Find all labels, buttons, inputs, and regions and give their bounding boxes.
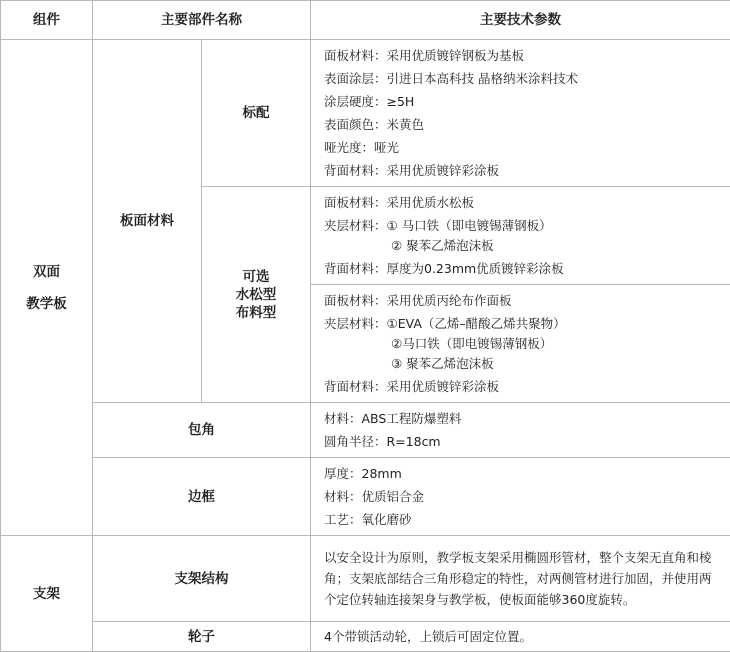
component-stand: 支架 [1, 536, 93, 652]
cork-specs [311, 187, 730, 285]
fabric-spec-line: 夹层材料：①EVA（乙烯–醋酸乙烯共聚物） [324, 312, 720, 335]
optional-label-line3: 布料型 [202, 304, 310, 322]
wheel-specs [311, 622, 730, 652]
fabric-spec-line: ③ 聚苯乙烯泡沫板 [324, 352, 720, 375]
optional-label-line2: 水松型 [202, 286, 310, 304]
component-double-board [1, 40, 93, 536]
corner-spec-line: 材料：ABS工程防爆塑料 [324, 407, 720, 430]
standard-specs [311, 40, 730, 187]
fabric-specs [311, 285, 730, 403]
stand-structure-label: 支架结构 [93, 536, 311, 622]
header-row [1, 1, 730, 40]
frame-spec-line: 工艺：氧化磨砂 [324, 508, 720, 531]
wheel-label: 轮子 [93, 622, 311, 652]
stand-structure-text: 以安全设计为原则，教学板支架采用椭圆形管材，整个支架无直角和棱角；支架底部结合三角形稳定的特性，对两侧管材进行加固，并使用两个定位转轴连接架身与教学板，使板面能够360度旋转。 [324, 547, 720, 610]
corner-spec-line: 圆角半径：R=18cm [324, 430, 720, 453]
frame-spec-line: 材料：优质铝合金 [324, 485, 720, 508]
cork-spec-line: 背面材料：厚度为0.23mm优质镀锌彩涂板 [324, 257, 720, 280]
standard-spec-line: 哑光度：哑光 [324, 136, 720, 159]
header-component: 组件 [1, 1, 93, 40]
standard-spec-line: 面板材料：采用优质镀锌钢板为基板 [324, 44, 720, 67]
optional-label-line1: 可选 [202, 268, 310, 286]
frame-spec-line: 厚度：28mm [324, 462, 720, 485]
row-corner [1, 403, 730, 458]
fabric-spec-line: ②马口铁（即电镀锡薄钢板） [324, 332, 720, 355]
cork-spec-line: 夹层材料：① 马口铁（即电镀锡薄钢板） [324, 214, 720, 237]
header-part-name: 主要部件名称 [93, 1, 311, 40]
frame-label: 边框 [93, 458, 311, 536]
corner-label: 包角 [93, 403, 311, 458]
component-double-board-line2: 教学板 [1, 292, 92, 316]
standard-spec-line: 表面颜色：米黄色 [324, 113, 720, 136]
optional-label [202, 187, 311, 403]
row-wheel [1, 622, 730, 652]
frame-specs [311, 458, 730, 536]
component-double-board-line1: 双面 [1, 260, 92, 284]
corner-specs [311, 403, 730, 458]
cork-spec-line: 面板材料：采用优质水松板 [324, 191, 720, 214]
wheel-text: 4个带锁活动轮，上锁后可固定位置。 [324, 625, 720, 648]
fabric-spec-line: 面板材料：采用优质丙纶布作面板 [324, 289, 720, 312]
cork-spec-line: ② 聚苯乙烯泡沫板 [324, 234, 720, 257]
standard-spec-line: 表面涂层：引进日本高科技 晶格纳米涂料技术 [324, 67, 720, 90]
standard-spec-line: 涂层硬度：≥5H [324, 90, 720, 113]
standard-label: 标配 [202, 40, 311, 187]
fabric-spec-line: 背面材料：采用优质镀锌彩涂板 [324, 375, 720, 398]
header-tech-params: 主要技术参数 [311, 1, 730, 40]
panel-material-label: 板面材料 [93, 40, 202, 403]
row-frame [1, 458, 730, 536]
row-standard [1, 40, 730, 187]
standard-spec-line: 背面材料：采用优质镀锌彩涂板 [324, 159, 720, 182]
